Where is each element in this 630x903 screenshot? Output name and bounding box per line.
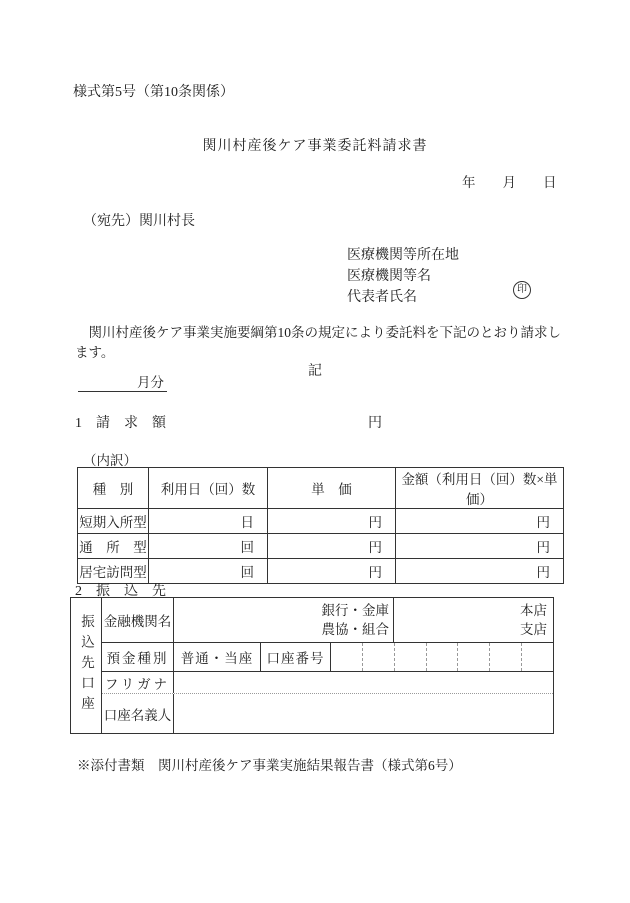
table-row — [78, 509, 564, 534]
deposit-type-options[interactable]: 普通・当座 — [174, 643, 261, 671]
account-number-box[interactable] — [362, 643, 394, 671]
furigana-row — [102, 672, 553, 694]
account-number-box[interactable] — [521, 643, 553, 671]
branch-line2: 支店 — [520, 622, 547, 637]
account-number-label: 口座番号 — [261, 643, 331, 671]
account-number-box[interactable] — [426, 643, 458, 671]
record-mark: 記 — [308, 364, 322, 379]
header-amount: 金額（利用日（回）数×単価） — [396, 468, 564, 509]
deposit-type-label: 預金種別 — [102, 643, 174, 671]
account-holder-fill-in[interactable] — [174, 694, 553, 733]
account-number-box[interactable] — [457, 643, 489, 671]
amount-fill-in[interactable]: 円 — [396, 559, 564, 584]
furigana-label: フリガナ — [102, 672, 174, 693]
month-fill-in[interactable]: 月分 — [78, 374, 167, 392]
seal-mark-icon: 印 — [513, 281, 531, 299]
bank-type-options[interactable] — [322, 601, 390, 639]
account-holder-row — [102, 694, 553, 733]
sender-block — [347, 245, 459, 308]
claim-amount-unit: 円 — [368, 416, 382, 431]
amount-fill-in[interactable]: 円 — [396, 534, 564, 559]
unit-price-fill-in[interactable]: 円 — [268, 559, 396, 584]
branch-name-fill-in[interactable] — [394, 598, 553, 642]
unit-price-fill-in[interactable]: 円 — [268, 509, 396, 534]
table-row — [78, 534, 564, 559]
sender-name-label: 医療機関等名 — [347, 269, 431, 284]
branch-options[interactable] — [520, 601, 547, 639]
count-fill-in[interactable]: 日 — [149, 509, 268, 534]
count-fill-in[interactable]: 回 — [149, 534, 268, 559]
sender-representative-label: 代表者氏名 — [347, 290, 417, 305]
unit-price-fill-in[interactable]: 円 — [268, 534, 396, 559]
bank-name-label: 金融機関名 — [102, 598, 174, 642]
transfer-section-heading: 2 振 込 先 — [75, 584, 166, 599]
bank-type-line2: 農協・組合 — [321, 622, 389, 637]
row-type-label: 通 所 型 — [78, 534, 149, 559]
claim-amount-label: 1 請 求 額 — [75, 416, 166, 431]
sender-address-label: 医療機関等所在地 — [347, 248, 459, 263]
account-number-box[interactable] — [331, 643, 362, 671]
transfer-table — [70, 597, 554, 734]
account-number-boxes — [331, 643, 553, 671]
transfer-side-label-cell — [71, 598, 102, 733]
amount-fill-in[interactable]: 円 — [396, 509, 564, 534]
claim-amount-fill-in[interactable] — [170, 409, 360, 429]
breakdown-table — [77, 467, 564, 584]
transfer-side-label: 振込先口座 — [79, 614, 94, 717]
row-type-label: 居宅訪問型 — [78, 559, 149, 584]
attachment-note: ※添付書類 関川村産後ケア事業実施結果報告書（様式第6号） — [77, 758, 462, 773]
count-fill-in[interactable]: 回 — [149, 559, 268, 584]
form-number: 様式第5号（第10条関係） — [73, 85, 234, 100]
bank-type-line1: 銀行・金庫 — [321, 603, 389, 618]
header-type: 種 別 — [78, 468, 149, 509]
date-fill-in[interactable]: 年 月 日 — [462, 175, 557, 190]
account-number-box[interactable] — [489, 643, 521, 671]
transfer-table-main — [102, 598, 553, 733]
breakdown-label: （内訳） — [83, 453, 137, 468]
header-unit-price: 単 価 — [268, 468, 396, 509]
bank-name-fill-in[interactable] — [174, 598, 394, 642]
bank-name-row — [102, 598, 553, 643]
furigana-fill-in[interactable] — [174, 672, 553, 693]
body-paragraph: 関川村産後ケア事業実施要綱第10条の規定により委託料を下記のとおり請求します。 — [75, 325, 561, 360]
header-count: 利用日（回）数 — [149, 468, 268, 509]
addressee: （宛先）関川村長 — [83, 214, 195, 229]
deposit-type-row — [102, 643, 553, 672]
account-number-box[interactable] — [394, 643, 426, 671]
branch-line1: 本店 — [520, 603, 547, 618]
row-type-label: 短期入所型 — [78, 509, 149, 534]
breakdown-header-row — [78, 468, 564, 509]
document-title: 関川村産後ケア事業委託料請求書 — [202, 139, 428, 154]
account-holder-label: 口座名義人 — [102, 694, 174, 733]
